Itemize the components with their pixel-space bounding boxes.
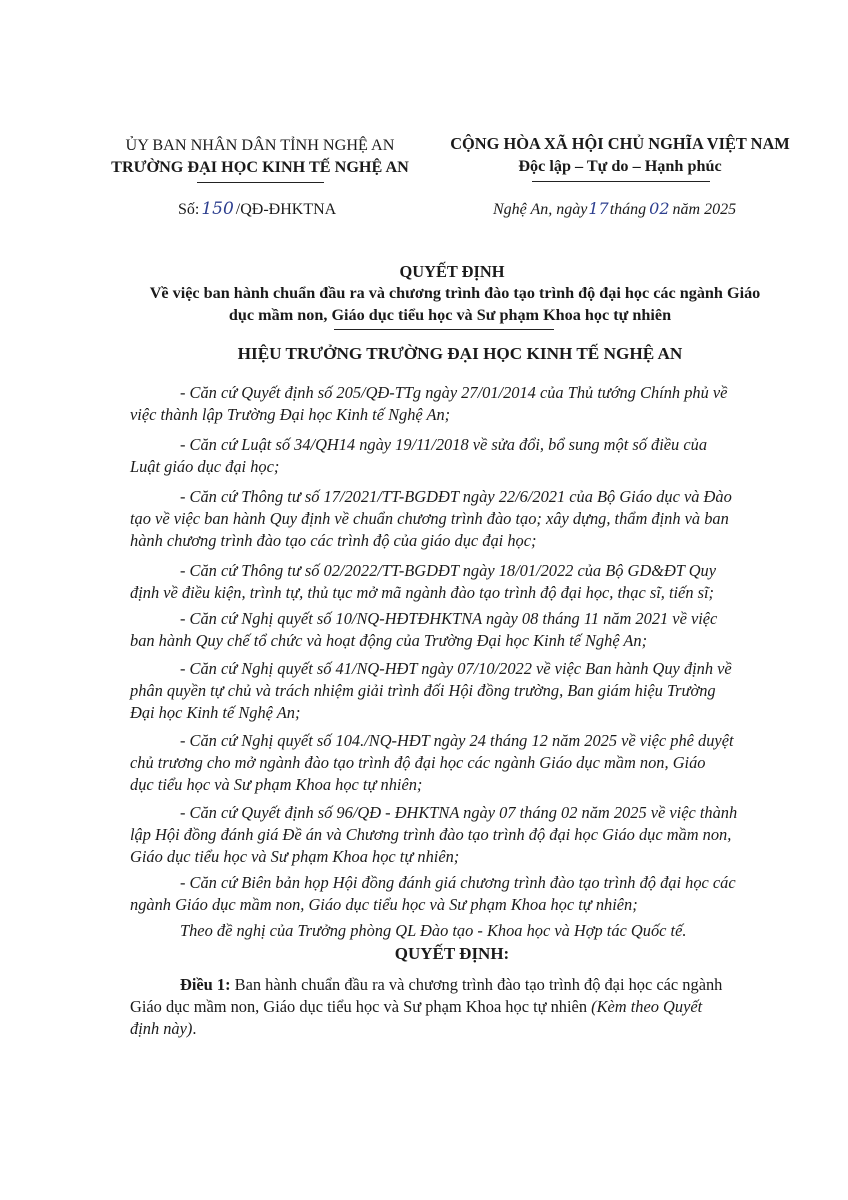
- basis-line: - Căn cứ Thông tư số 02/2022/TT-BGDĐT ngày 18/01/2022 của Bộ GD&ĐT Quy: [180, 561, 717, 580]
- article-1-note: định này): [130, 1019, 193, 1038]
- basis-line: - Căn cứ Quyết định số 96/QĐ - ĐHKTNA ngày 07 tháng 02 năm 2025 về việc thành: [180, 803, 738, 822]
- issue-date: [493, 199, 736, 219]
- article-1: [130, 974, 772, 1040]
- proposal-line: Theo đề nghị của Trưởng phòng QL Đào tạo - Khoa học và Hợp tác Quốc tế.: [180, 921, 687, 940]
- basis-line: - Căn cứ Quyết định số 205/QĐ-TTg ngày 27/01/2014 của Thủ tướng Chính phủ về: [180, 383, 728, 402]
- date-month: 02: [649, 199, 670, 218]
- basis-line: ngành Giáo dục mầm non, Giáo dục tiểu học và Sư phạm Khoa học tự nhiên;: [130, 895, 638, 914]
- basis-line: - Căn cứ Biên bản họp Hội đồng đánh giá chương trình đào tạo trình độ đại học các: [180, 873, 736, 892]
- basis-line: - Căn cứ Luật số 34/QH14 ngày 19/11/2018 về sửa đổi, bổ sung một số điều của: [180, 435, 708, 454]
- basis-line: việc thành lập Trường Đại học Kinh tế Nghệ An;: [130, 405, 451, 424]
- basis-line: lập Hội đồng đánh giá Đề án và Chương trình đào tạo trình độ đại học Giáo dục mầm non,: [130, 825, 732, 844]
- article-1-line3: [130, 1018, 772, 1040]
- legal-basis-8: [130, 802, 772, 868]
- article-1-text: Ban hành chuẩn đầu ra và chương trình đào tạo trình độ đại học các ngành: [230, 975, 723, 994]
- legal-basis-6: [130, 658, 772, 724]
- basis-line: định về điều kiện, trình tự, thủ tục mở mã ngành đào tạo trình độ đại học, thạc sĩ, tiến sĩ;: [130, 583, 715, 602]
- document-subject-line1: Về việc ban hành chuẩn đầu ra và chương trình đào tạo trình độ đại học các ngành Giáo: [149, 284, 761, 302]
- legal-basis-7: [130, 730, 772, 796]
- basis-line: Giáo dục tiểu học và Sư phạm Khoa học tự nhiên;: [130, 847, 460, 866]
- article-1-end: .: [192, 1019, 197, 1038]
- basis-line: hành chương trình đào tạo các trình độ của giáo dục đại học;: [130, 531, 537, 550]
- header-right-underline: [532, 181, 710, 182]
- legal-basis-9: [130, 872, 772, 916]
- legal-basis-2: [130, 434, 772, 478]
- authority-heading: HIỆU TRƯỞNG TRƯỜNG ĐẠI HỌC KINH TẾ NGHỆ AN: [237, 344, 683, 363]
- article-1-label: Điều 1:: [180, 975, 231, 994]
- date-day: 17: [588, 199, 609, 218]
- number-handwritten: 150: [201, 199, 234, 219]
- date-month-label: tháng: [609, 201, 647, 218]
- basis-line: ban hành Quy chế tổ chức và hoạt động của Trường Đại học Kinh tế Nghệ An;: [130, 631, 648, 650]
- article-1-line2: [130, 996, 772, 1018]
- number-prefix: Số:: [178, 201, 200, 218]
- article-1-note: (Kèm theo Quyết: [591, 997, 703, 1016]
- decision-heading: QUYẾT ĐỊNH:: [394, 944, 510, 963]
- legal-basis-4: [130, 560, 772, 604]
- date-year: năm 2025: [672, 201, 737, 218]
- issuing-authority: ỦY BAN NHÂN DÂN TỈNH NGHỆ AN: [125, 136, 395, 154]
- number-suffix: /QĐ-ĐHKTNA: [235, 201, 337, 218]
- document-subject-line2: dục mầm non, Giáo dục tiểu học và Sư phạm Khoa học tự nhiên: [228, 306, 672, 324]
- header-left-underline: [197, 182, 324, 183]
- national-motto: Độc lập – Tự do – Hạnh phúc: [518, 157, 722, 175]
- issuing-organization: TRƯỜNG ĐẠI HỌC KINH TẾ NGHỆ AN: [111, 158, 409, 176]
- document-number: [178, 199, 336, 219]
- basis-line: Luật giáo dục đại học;: [130, 457, 280, 476]
- document-heading: QUYẾT ĐỊNH: [399, 262, 505, 281]
- national-title: CỘNG HÒA XÃ HỘI CHỦ NGHĨA VIỆT NAM: [450, 134, 790, 153]
- basis-line: - Căn cứ Nghị quyết số 104./NQ-HĐT ngày 24 tháng 12 năm 2025 về việc phê duyệt: [180, 731, 734, 750]
- basis-line: Đại học Kinh tế Nghệ An;: [130, 703, 301, 722]
- legal-basis-3: [130, 486, 772, 552]
- legal-basis-5: [130, 608, 772, 652]
- date-place: Nghệ An, ngày: [493, 201, 588, 218]
- legal-basis-1: [130, 382, 772, 426]
- basis-line: phân quyền tự chủ và trách nhiệm giải trình đối Hội đồng trường, Ban giám hiệu Trường: [130, 681, 716, 700]
- subject-underline: [334, 329, 554, 330]
- basis-line: tạo về việc ban hành Quy định về chuẩn chương trình đào tạo; xây dựng, thẩm định và ban: [130, 509, 729, 528]
- article-1-text: Giáo dục mầm non, Giáo dục tiểu học và Sư phạm Khoa học tự nhiên: [130, 997, 592, 1016]
- basis-line: - Căn cứ Nghị quyết số 10/NQ-HĐTĐHKTNA ngày 08 tháng 11 năm 2021 về việc: [180, 609, 718, 628]
- article-1-line1: [130, 974, 772, 996]
- basis-line: dục tiểu học và Sư phạm Khoa học tự nhiên;: [130, 775, 423, 794]
- basis-line: - Căn cứ Nghị quyết số 41/NQ-HĐT ngày 07/10/2022 về việc Ban hành Quy định về: [180, 659, 732, 678]
- basis-line: chủ trương cho mở ngành đào tạo trình độ đại học các ngành Giáo dục mầm non, Giáo: [130, 753, 706, 772]
- basis-line: - Căn cứ Thông tư số 17/2021/TT-BGDĐT ngày 22/6/2021 của Bộ Giáo dục và Đào: [180, 487, 732, 506]
